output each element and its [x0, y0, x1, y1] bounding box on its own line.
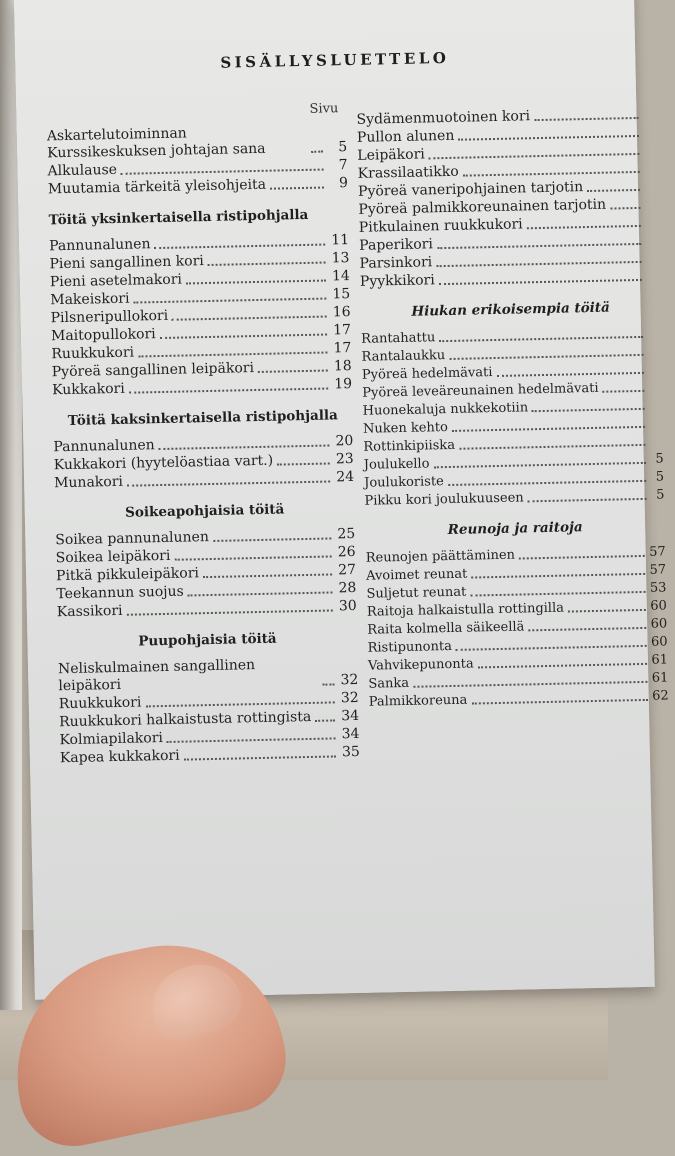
leader-dots	[188, 591, 333, 596]
toc-entry-title: Rottinkipiiska	[363, 437, 455, 456]
toc-entry-title: Pitkulainen ruukkukori	[359, 216, 523, 236]
book-page	[14, 0, 655, 1000]
leader-dots	[437, 243, 641, 249]
leader-dots	[174, 555, 331, 560]
toc-left-sections	[48, 206, 360, 767]
toc-entry-title: Pieni sangallinen kori	[49, 253, 204, 273]
section-heading: Soikeapohjaisia töitä	[55, 500, 355, 522]
toc-right-top-list	[356, 106, 660, 291]
toc-entry-title: Pannunalunen	[53, 437, 155, 456]
toc-entry-title: Pannunalunen	[49, 236, 151, 255]
toc-entry-title: Kassikori	[57, 603, 123, 621]
toc-entry-page: 30	[337, 598, 357, 615]
toc-entry-title: Ruukkukori	[51, 345, 134, 364]
section-items	[366, 543, 669, 710]
toc-entry-title: Palmikkoreuna	[369, 692, 468, 711]
toc-entry-title: Parsinkori	[359, 254, 432, 273]
leader-dots	[587, 189, 640, 192]
toc-entry-title: Raitoja halkaistulla rottingilla	[367, 600, 564, 621]
leader-dots	[155, 244, 326, 250]
leader-dots	[413, 681, 648, 688]
toc-entry-page: 32	[339, 690, 359, 707]
toc-entry-title: Pitkä pikkuleipäkori	[56, 565, 199, 585]
leader-dots	[127, 609, 333, 615]
leader-dots	[138, 352, 327, 358]
toc-entry-page: 20	[333, 433, 353, 450]
toc-entry-title: Muutamia tärkeitä yleisohjeita	[48, 177, 266, 199]
leader-dots	[471, 573, 645, 579]
toc-entry-title: Reunojen päättäminen	[366, 547, 516, 567]
leader-dots	[470, 591, 646, 597]
toc-entry-page: 23	[334, 451, 354, 468]
toc-entry-page: 61	[651, 651, 668, 668]
section-heading: Hiukan erikoisempia töitä	[360, 299, 660, 321]
leader-dots	[463, 171, 640, 177]
leader-dots	[439, 336, 643, 342]
toc-entry-page: 61	[652, 669, 669, 686]
toc-entry-page: 34	[339, 708, 359, 725]
toc-entry-title: Joulukello	[364, 455, 430, 473]
leader-dots	[277, 462, 330, 465]
toc-entry-page: 5	[650, 486, 664, 503]
toc-entry-page: 17	[331, 322, 351, 339]
toc-entry-page: 5	[327, 139, 347, 156]
toc-entry-title: Ruukkukori halkaistusta rottingista	[59, 709, 311, 731]
toc-entry-title: Soikea pannunalunen	[55, 529, 209, 549]
toc-entry-page: 27	[336, 562, 356, 579]
leader-dots	[213, 537, 331, 541]
toc-entry-title: Ruukkukori	[59, 694, 142, 713]
toc-entry-page: 25	[335, 526, 355, 543]
toc-entry-title: Sanka	[368, 675, 409, 693]
toc-entry-title: Avoimet reunat	[366, 566, 468, 585]
leader-dots	[429, 153, 640, 159]
toc-intro-list	[47, 122, 348, 198]
leader-dots	[528, 498, 647, 502]
toc-entry-title: Alkulause	[47, 162, 117, 180]
leader-dots	[160, 334, 327, 340]
toc-entry	[58, 655, 359, 695]
toc-entry-page: 35	[340, 744, 360, 761]
leader-dots	[258, 370, 328, 373]
toc-entry-page: 11	[329, 232, 349, 249]
toc-entry-page: 26	[335, 544, 355, 561]
toc-entry-title: Kapea kukkakori	[60, 748, 180, 768]
leader-dots	[172, 316, 327, 321]
toc-entry-title: Pilsneripullokori	[51, 308, 169, 327]
toc-entry-page: 28	[336, 580, 356, 597]
toc-entry-title: Vahvikepunonta	[368, 656, 474, 675]
section-heading: Puupohjaisia töitä	[57, 629, 357, 651]
toc-entry-title: Paperikori	[359, 236, 433, 255]
toc-entry-page: 18	[332, 358, 352, 375]
leader-dots	[471, 699, 648, 705]
leader-dots	[527, 225, 641, 229]
toc-entry-title: Soikea leipäkori	[56, 548, 171, 567]
leader-dots	[448, 480, 646, 486]
toc-entry-title: Joulukoriste	[364, 473, 444, 492]
toc-entry-page: 14	[330, 268, 350, 285]
toc-entry-page: 60	[650, 615, 667, 632]
leader-dots	[456, 645, 647, 651]
toc-entry-title: Nuken kehto	[363, 419, 448, 438]
toc-entry-page: 15	[330, 286, 350, 303]
leader-dots	[528, 627, 646, 631]
toc-entry-page: 62	[652, 687, 669, 704]
toc-entry-title: Askartelutoiminnan Kurssikeskuksen johtajan sana	[47, 123, 308, 162]
toc-entry-page: 9	[328, 175, 348, 192]
leader-dots	[270, 187, 324, 190]
toc-entry-title: Sydämenmuotoinen kori	[356, 108, 530, 129]
toc-entry-title: Makeiskori	[50, 291, 130, 310]
leader-dots	[208, 262, 326, 266]
leader-dots	[436, 261, 641, 267]
toc-entry-title: Pyöreä palmikkoreunainen tarjotin	[358, 197, 606, 219]
section-heading: Töitä kaksinkertaisella ristipohjalla	[53, 407, 353, 429]
toc-entry-page: 5	[650, 468, 664, 485]
leader-dots	[127, 480, 330, 486]
leader-dots	[134, 298, 327, 304]
leader-dots	[534, 117, 639, 121]
toc-entry-title: Maitopullokori	[51, 326, 156, 345]
leader-dots	[568, 609, 646, 613]
toc-entry-title: Rantalaukku	[361, 347, 445, 366]
toc-entry-page: 53	[650, 579, 667, 596]
toc-entry-title: Huonekaluja nukkekotiin	[363, 399, 529, 419]
toc-entry-title: Rantahattu	[361, 329, 435, 348]
toc-entry	[47, 122, 348, 162]
toc-left-column	[46, 101, 360, 768]
toc-entry-page: 57	[649, 561, 666, 578]
leader-dots	[459, 444, 645, 450]
page-column-label: Sivu	[46, 101, 346, 122]
toc-entry-title: Pullon alunen	[357, 128, 455, 147]
toc-entry-title: Neliskulmainen sangallinen leipäkori	[58, 656, 319, 695]
leader-dots	[184, 755, 336, 760]
toc-entry-page: 32	[338, 672, 358, 689]
toc-entry-title: Leipäkori	[357, 146, 425, 164]
leader-dots	[532, 408, 645, 412]
toc-entry-page: 60	[651, 633, 668, 650]
leader-dots	[186, 280, 326, 285]
leader-dots	[311, 151, 323, 153]
toc-entry-title: Pieni asetelmakori	[50, 272, 182, 292]
leader-dots	[322, 683, 334, 685]
toc-entry-page: 7	[327, 157, 347, 174]
toc-entry-title: Krassilaatikko	[358, 164, 459, 183]
toc-entry-title: Pikku kori joulukuuseen	[364, 489, 524, 509]
toc-entry-page: 60	[650, 597, 667, 614]
leader-dots	[458, 135, 639, 141]
leader-dots	[167, 737, 336, 743]
section-heading: Töitä yksinkertaisella ristipohjalla	[48, 206, 348, 228]
toc-entry-page: 34	[339, 726, 359, 743]
toc-entry-title: Pyöreä sangallinen leipäkori	[52, 360, 255, 381]
leader-dots	[315, 719, 335, 721]
toc-right-sections	[360, 299, 668, 711]
toc-entry-title: Pyöreä hedelmävati	[362, 364, 493, 384]
leader-dots	[478, 663, 648, 669]
leader-dots	[434, 462, 646, 468]
toc-entry-title: Pyöreä vaneripohjainen tarjotin	[358, 179, 583, 201]
leader-dots	[121, 169, 324, 175]
toc-entry-page: 13	[329, 250, 349, 267]
leader-dots	[610, 207, 640, 210]
toc-entry-title: Kolmiapilakori	[59, 730, 163, 749]
toc-entry-page: 24	[334, 469, 354, 486]
leader-dots	[519, 555, 645, 560]
toc-entry-page: 16	[330, 304, 350, 321]
section-heading: Reunoja ja raitoja	[365, 517, 665, 539]
leader-dots	[452, 426, 645, 432]
toc-entry-title: Suljetut reunat	[366, 584, 466, 603]
page-title: SISÄLLYSLUETTELO	[220, 49, 449, 72]
toc-entry-page: 57	[649, 543, 666, 560]
toc-entry-title: Raita kolmella säikeellä	[367, 618, 524, 638]
leader-dots	[145, 701, 334, 707]
leader-dots	[603, 390, 645, 393]
section-items	[361, 325, 665, 510]
toc-entry-page: 5	[650, 450, 664, 467]
toc-entry-title: Ristipunonta	[367, 638, 452, 657]
leader-dots	[159, 444, 330, 450]
leader-dots	[129, 388, 328, 394]
toc-entry-title: Pyykkikori	[360, 272, 435, 291]
leader-dots	[496, 372, 643, 377]
leader-dots	[439, 279, 642, 285]
leader-dots	[449, 354, 643, 360]
toc-entry-title: Pyöreä leveäreunainen hedelmävati	[362, 380, 599, 402]
toc-entry-page: 19	[332, 376, 352, 393]
toc-entry-title: Teekannun suojus	[56, 584, 184, 604]
toc-entry-title: Kukkakori	[52, 381, 125, 400]
toc-right-column	[356, 105, 669, 712]
toc-entry-title: Munakori	[54, 474, 123, 492]
leader-dots	[203, 573, 332, 578]
toc-entry-page: 17	[331, 340, 351, 357]
toc-entry-title: Kukkakori (hyytelöastiaa vart.)	[54, 453, 274, 475]
